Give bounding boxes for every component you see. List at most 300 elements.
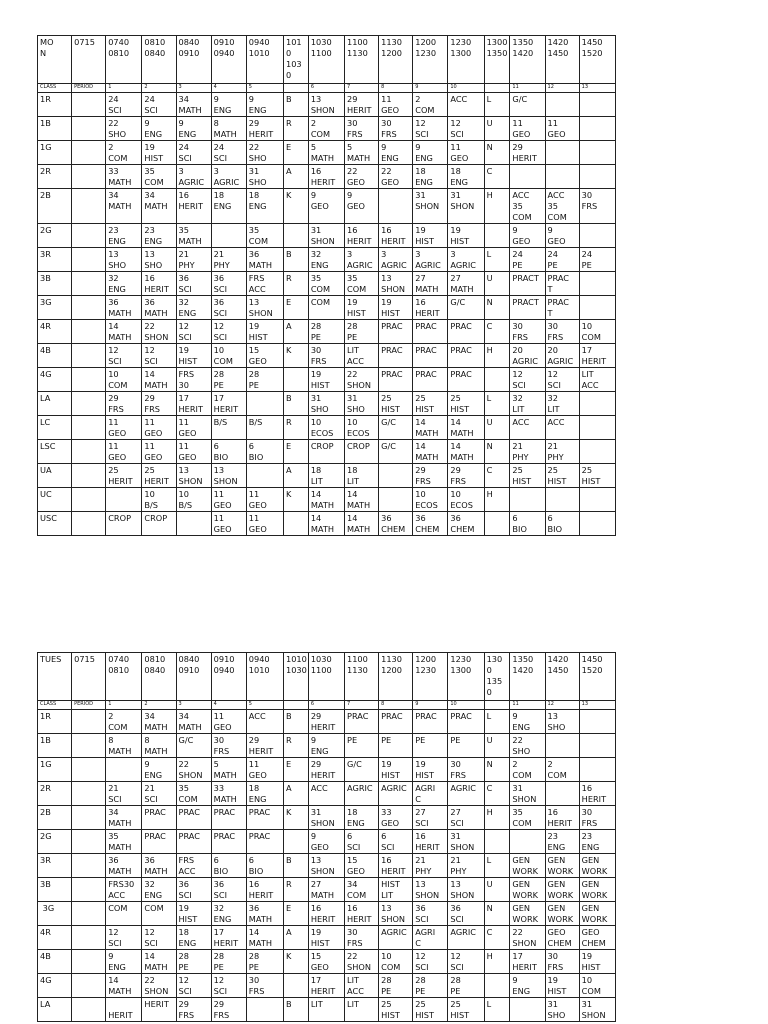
lesson-cell: ACC 35 COM: [510, 189, 545, 224]
lesson-cell: B: [284, 392, 309, 416]
lesson-cell: 10 COM: [106, 368, 142, 392]
lesson-cell: 15 GEO: [246, 344, 283, 368]
lesson-cell: 13 SHON: [379, 272, 413, 296]
lesson-cell: 34 COM: [345, 878, 379, 902]
lesson-cell: 21 PHY: [211, 248, 246, 272]
lesson-cell: 24 SCI: [106, 93, 142, 117]
lesson-cell: 9 ENG: [510, 710, 545, 734]
monday-period-row: [38, 84, 616, 93]
lesson-cell: C: [484, 464, 510, 488]
lesson-cell: 30 FRS: [246, 974, 283, 998]
period-number-cell: CLASS: [38, 701, 72, 710]
lesson-cell: [545, 141, 579, 165]
time-header-cell: 0840 0910: [176, 653, 211, 701]
period-number-cell: 5: [246, 84, 283, 93]
lesson-cell: R: [284, 117, 309, 141]
lesson-cell: LIT: [308, 998, 344, 1022]
lesson-cell: ACC: [510, 416, 545, 440]
lesson-cell: 12 SCI: [142, 344, 176, 368]
lesson-cell: 2 COM: [106, 141, 142, 165]
lesson-cell: 30 FRS: [545, 320, 579, 344]
lesson-cell: 19 HIST: [246, 320, 283, 344]
lesson-cell: 14 MATH: [345, 488, 379, 512]
lesson-cell: 3 AGRIC: [413, 248, 448, 272]
lesson-cell: 18 ENG: [345, 806, 379, 830]
period-number-cell: 13: [579, 84, 615, 93]
lesson-cell: 19 HIST: [379, 758, 413, 782]
lesson-cell: 3 AGRIC: [345, 248, 379, 272]
lesson-cell: 19 HIST: [413, 758, 448, 782]
table-row: [38, 878, 616, 902]
lesson-cell: 27 MATH: [413, 272, 448, 296]
period-number-cell: 8: [379, 701, 413, 710]
lesson-cell: 31 SHON: [308, 806, 344, 830]
lesson-cell: B: [284, 248, 309, 272]
class-name-cell: 1R: [38, 710, 72, 734]
lesson-cell: [211, 224, 246, 248]
lesson-cell: 13 SHO: [142, 248, 176, 272]
lesson-cell: [579, 296, 615, 320]
lesson-cell: 25 HIST: [413, 998, 448, 1022]
lesson-cell: [72, 296, 106, 320]
lesson-cell: 13 SHON: [308, 854, 344, 878]
table-row: [38, 734, 616, 758]
lesson-cell: 12 SCI: [211, 974, 246, 998]
lesson-cell: 28 PE: [308, 320, 344, 344]
lesson-cell: 19 HIST: [448, 224, 484, 248]
lesson-cell: [72, 782, 106, 806]
lesson-cell: N: [484, 440, 510, 464]
lesson-cell: [72, 368, 106, 392]
lesson-cell: 29 HERIT: [510, 141, 545, 165]
lesson-cell: 13 SHON: [413, 878, 448, 902]
lesson-cell: PRAC: [379, 368, 413, 392]
lesson-cell: 16 HERIT: [142, 272, 176, 296]
lesson-cell: L: [484, 392, 510, 416]
lesson-cell: [284, 974, 309, 998]
lesson-cell: N: [484, 296, 510, 320]
lesson-cell: 10 ECOS: [345, 416, 379, 440]
lesson-cell: U: [484, 117, 510, 141]
class-name-cell: 3B: [38, 272, 72, 296]
lesson-cell: 14 MATH: [106, 320, 142, 344]
lesson-cell: 19 HIST: [413, 224, 448, 248]
lesson-cell: 11 GEO: [106, 440, 142, 464]
lesson-cell: 16 HERIT: [176, 189, 211, 224]
lesson-cell: A: [284, 782, 309, 806]
lesson-cell: [72, 974, 106, 998]
lesson-cell: 21 PHY: [413, 854, 448, 878]
period-number-cell: 10: [448, 701, 484, 710]
lesson-cell: L: [484, 998, 510, 1022]
lesson-cell: [284, 368, 309, 392]
lesson-cell: FRS30 ACC: [106, 878, 142, 902]
lesson-cell: PRAC: [246, 806, 283, 830]
tuesday-header-row: [38, 653, 616, 701]
lesson-cell: 21 PHY: [448, 854, 484, 878]
lesson-cell: 30 FRS: [379, 117, 413, 141]
lesson-cell: [579, 734, 615, 758]
lesson-cell: B: [284, 998, 309, 1022]
lesson-cell: 12 SCI: [545, 368, 579, 392]
lesson-cell: 31 SHO: [545, 998, 579, 1022]
lesson-cell: 3 AGRIC: [176, 165, 211, 189]
lesson-cell: B: [284, 93, 309, 117]
class-name-cell: 2G: [38, 830, 72, 854]
table-row: [38, 93, 616, 117]
class-name-cell: 3G: [38, 902, 72, 926]
lesson-cell: FRS ACC: [176, 854, 211, 878]
lesson-cell: 17 HERIT: [211, 926, 246, 950]
class-name-cell: 3R: [38, 248, 72, 272]
lesson-cell: 11 GEO: [510, 117, 545, 141]
period-number-cell: 6: [308, 84, 344, 93]
lesson-cell: [246, 392, 283, 416]
period-number-cell: 6: [308, 701, 344, 710]
lesson-cell: CROP: [308, 440, 344, 464]
lesson-cell: [579, 93, 615, 117]
lesson-cell: PE: [448, 734, 484, 758]
lesson-cell: 21 PHY: [545, 440, 579, 464]
lesson-cell: C: [484, 165, 510, 189]
lesson-cell: 28 PE: [176, 950, 211, 974]
lesson-cell: 24 SCI: [211, 141, 246, 165]
lesson-cell: 9 ENG: [106, 950, 142, 974]
lesson-cell: 10 ECOS: [413, 488, 448, 512]
lesson-cell: 31 SHON: [448, 189, 484, 224]
lesson-cell: 16 HERIT: [413, 296, 448, 320]
time-header-cell: 101 0 103 0: [284, 36, 309, 84]
lesson-cell: 29 FRS: [211, 998, 246, 1022]
lesson-cell: 3 AGRIC: [448, 248, 484, 272]
lesson-cell: 27 SCI: [448, 806, 484, 830]
table-row: [38, 488, 616, 512]
lesson-cell: 22 SHON: [142, 974, 176, 998]
class-name-cell: UA: [38, 464, 72, 488]
lesson-cell: 6 SCI: [379, 830, 413, 854]
lesson-cell: 22 SHON: [176, 758, 211, 782]
lesson-cell: 11 GEO: [142, 416, 176, 440]
lesson-cell: 25 HIST: [545, 464, 579, 488]
lesson-cell: PRAC: [142, 806, 176, 830]
lesson-cell: 23 ENG: [579, 830, 615, 854]
lesson-cell: 18 LIT: [345, 464, 379, 488]
lesson-cell: 36 MATH: [106, 854, 142, 878]
period-number-cell: 13: [579, 701, 615, 710]
lesson-cell: 12 SCI: [142, 926, 176, 950]
period-number-cell: 7: [345, 701, 379, 710]
lesson-cell: 36 SCI: [211, 878, 246, 902]
lesson-cell: 35 MATH: [106, 830, 142, 854]
lesson-cell: 23 ENG: [545, 830, 579, 854]
lesson-cell: 10 ECOS: [308, 416, 344, 440]
lesson-cell: 29 HERIT: [345, 93, 379, 117]
lesson-cell: 35 COM: [142, 165, 176, 189]
lesson-cell: 9 ENG: [510, 974, 545, 998]
lesson-cell: R: [284, 734, 309, 758]
lesson-cell: 21 SCI: [142, 782, 176, 806]
lesson-cell: HIST LIT: [379, 878, 413, 902]
lesson-cell: GEN WORK: [545, 902, 579, 926]
lesson-cell: 2 COM: [308, 117, 344, 141]
tuesday-timetable: [37, 652, 616, 1022]
lesson-cell: GEN WORK: [545, 878, 579, 902]
lesson-cell: PRAC: [246, 830, 283, 854]
lesson-cell: 28 PE: [246, 368, 283, 392]
lesson-cell: K: [284, 806, 309, 830]
lesson-cell: 9 ENG: [211, 93, 246, 117]
lesson-cell: 36 CHEM: [448, 512, 484, 536]
lesson-cell: 9 ENG: [142, 117, 176, 141]
lesson-cell: C: [484, 782, 510, 806]
lesson-cell: 29 FRS: [142, 392, 176, 416]
lesson-cell: AGRIC: [345, 782, 379, 806]
period-number-cell: 9: [413, 84, 448, 93]
lesson-cell: 36 SCI: [176, 272, 211, 296]
lesson-cell: [72, 320, 106, 344]
lesson-cell: 16 HERIT: [379, 854, 413, 878]
lesson-cell: R: [284, 878, 309, 902]
class-name-cell: 4R: [38, 320, 72, 344]
lesson-cell: G/C: [379, 416, 413, 440]
lesson-cell: B: [284, 710, 309, 734]
period-number-cell: 9: [413, 701, 448, 710]
period-number-cell: 12: [545, 701, 579, 710]
time-header-cell: 1350 1420: [510, 36, 545, 84]
lesson-cell: 6 BIO: [211, 854, 246, 878]
lesson-cell: L: [484, 854, 510, 878]
lesson-cell: 9 ENG: [176, 117, 211, 141]
class-name-cell: 4B: [38, 344, 72, 368]
lesson-cell: 30 FRS: [545, 950, 579, 974]
lesson-cell: [284, 830, 309, 854]
lesson-cell: 35 COM: [345, 272, 379, 296]
lesson-cell: 16 HERIT: [246, 878, 283, 902]
lesson-cell: 14 MATH: [448, 416, 484, 440]
lesson-cell: 33 MATH: [211, 782, 246, 806]
time-header-cell: 0715: [72, 653, 106, 701]
lesson-cell: 6 BIO: [510, 512, 545, 536]
lesson-cell: LIT ACC: [345, 974, 379, 998]
lesson-cell: [579, 710, 615, 734]
monday-timetable: [37, 35, 616, 536]
lesson-cell: 9 ENG: [308, 734, 344, 758]
lesson-cell: 20 AGRIC: [510, 344, 545, 368]
lesson-cell: N: [484, 758, 510, 782]
lesson-cell: 13 SHON: [379, 902, 413, 926]
lesson-cell: [72, 392, 106, 416]
class-name-cell: 4B: [38, 950, 72, 974]
lesson-cell: 32 ENG: [106, 272, 142, 296]
lesson-cell: H: [484, 488, 510, 512]
lesson-cell: 24 PE: [510, 248, 545, 272]
lesson-cell: 19 HIST: [176, 344, 211, 368]
lesson-cell: 28 PE: [379, 974, 413, 998]
period-number-cell: 3: [176, 701, 211, 710]
lesson-cell: 17 HERIT: [579, 344, 615, 368]
lesson-cell: [379, 488, 413, 512]
lesson-cell: [72, 416, 106, 440]
lesson-cell: [579, 392, 615, 416]
lesson-cell: [484, 974, 510, 998]
table-row: [38, 117, 616, 141]
lesson-cell: 31 SHON: [448, 830, 484, 854]
period-number-cell: [484, 84, 510, 93]
time-header-cell: 1130 1200: [379, 653, 413, 701]
lesson-cell: PRAC: [448, 320, 484, 344]
lesson-cell: LIT ACC: [579, 368, 615, 392]
lesson-cell: 16 HERIT: [345, 224, 379, 248]
lesson-cell: A: [284, 165, 309, 189]
class-name-cell: 3B: [38, 878, 72, 902]
table-row: [38, 974, 616, 998]
time-header-cell: 1230 1300: [448, 653, 484, 701]
lesson-cell: 13 SHON: [246, 296, 283, 320]
lesson-cell: 35 COM: [510, 806, 545, 830]
lesson-cell: [579, 165, 615, 189]
lesson-cell: 27 SCI: [413, 806, 448, 830]
class-name-cell: 2B: [38, 189, 72, 224]
lesson-cell: 9 ENG: [246, 93, 283, 117]
lesson-cell: 5 MATH: [308, 141, 344, 165]
lesson-cell: [579, 512, 615, 536]
lesson-cell: 23 ENG: [106, 224, 142, 248]
lesson-cell: 34 MATH: [176, 93, 211, 117]
lesson-cell: 30 FRS: [579, 189, 615, 224]
lesson-cell: 13 SHON: [211, 464, 246, 488]
lesson-cell: PRACT: [510, 296, 545, 320]
time-header-cell: 1030 1100: [308, 653, 344, 701]
lesson-cell: K: [284, 488, 309, 512]
lesson-cell: E: [284, 902, 309, 926]
lesson-cell: 11 GEO: [106, 416, 142, 440]
time-header-cell: 1230 1300: [448, 36, 484, 84]
lesson-cell: U: [484, 416, 510, 440]
lesson-cell: 13 SHO: [106, 248, 142, 272]
lesson-cell: 36 SCI: [211, 272, 246, 296]
lesson-cell: PRAC: [413, 368, 448, 392]
lesson-cell: 12 SCI: [413, 117, 448, 141]
lesson-cell: 6 SCI: [345, 830, 379, 854]
lesson-cell: 31 SHO: [345, 392, 379, 416]
lesson-cell: R: [284, 416, 309, 440]
lesson-cell: [72, 93, 106, 117]
lesson-cell: [484, 830, 510, 854]
class-name-cell: 1G: [38, 758, 72, 782]
table-row: [38, 998, 616, 1022]
lesson-cell: E: [284, 758, 309, 782]
lesson-cell: [106, 488, 142, 512]
lesson-cell: [579, 272, 615, 296]
period-number-cell: PERIOD: [72, 701, 106, 710]
lesson-cell: 27 MATH: [448, 272, 484, 296]
lesson-cell: GEN WORK: [579, 902, 615, 926]
lesson-cell: GEN WORK: [510, 854, 545, 878]
lesson-cell: 9 ENG: [142, 758, 176, 782]
lesson-cell: 18 LIT: [308, 464, 344, 488]
lesson-cell: 22 SHON: [142, 320, 176, 344]
lesson-cell: 6 BIO: [246, 440, 283, 464]
time-header-cell: 1420 1450: [545, 36, 579, 84]
lesson-cell: 22 SHON: [345, 368, 379, 392]
lesson-cell: [246, 998, 283, 1022]
lesson-cell: [579, 440, 615, 464]
table-row: [38, 248, 616, 272]
lesson-cell: 28 PE: [448, 974, 484, 998]
period-number-cell: CLASS: [38, 84, 72, 93]
lesson-cell: FRS 30: [176, 368, 211, 392]
lesson-cell: COM: [106, 902, 142, 926]
lesson-cell: 11 GEO: [246, 512, 283, 536]
lesson-cell: 10 COM: [211, 344, 246, 368]
lesson-cell: ACC: [545, 416, 579, 440]
lesson-cell: PRAC: [379, 320, 413, 344]
lesson-cell: 14 MATH: [308, 488, 344, 512]
lesson-cell: 3 AGRIC: [211, 165, 246, 189]
lesson-cell: 20 AGRIC: [545, 344, 579, 368]
lesson-cell: 14 MATH: [413, 416, 448, 440]
lesson-cell: 18 ENG: [176, 926, 211, 950]
class-name-cell: LSC: [38, 440, 72, 464]
time-header-cell: 1100 1130: [345, 653, 379, 701]
lesson-cell: AGRIC: [448, 926, 484, 950]
lesson-cell: [579, 141, 615, 165]
lesson-cell: 25 HIST: [448, 392, 484, 416]
monday-header-row: [38, 36, 616, 84]
class-name-cell: 2B: [38, 806, 72, 830]
lesson-cell: 23 ENG: [142, 224, 176, 248]
lesson-cell: 35 COM: [246, 224, 283, 248]
period-number-cell: [284, 84, 309, 93]
lesson-cell: 11 GEO: [211, 512, 246, 536]
table-row: [38, 165, 616, 189]
lesson-cell: 29 HERIT: [246, 117, 283, 141]
period-number-cell: 2: [142, 84, 176, 93]
lesson-cell: PE: [379, 734, 413, 758]
lesson-cell: 32 ENG: [142, 878, 176, 902]
lesson-cell: PRAC: [211, 806, 246, 830]
time-header-cell: TUES: [38, 653, 72, 701]
lesson-cell: CROP: [106, 512, 142, 536]
time-header-cell: 1350 1420: [510, 653, 545, 701]
lesson-cell: [72, 344, 106, 368]
lesson-cell: 12 SCI: [176, 974, 211, 998]
lesson-cell: [72, 117, 106, 141]
lesson-cell: PRAC: [176, 806, 211, 830]
lesson-cell: 14 MATH: [246, 926, 283, 950]
lesson-cell: 17 HERIT: [308, 974, 344, 998]
lesson-cell: 29 FRS: [176, 998, 211, 1022]
lesson-cell: 19 HIST: [579, 950, 615, 974]
lesson-cell: 8 MATH: [106, 734, 142, 758]
lesson-cell: 30 FRS: [448, 758, 484, 782]
lesson-cell: 16 HERIT: [308, 165, 344, 189]
lesson-cell: 18 ENG: [246, 189, 283, 224]
lesson-cell: 15 GEO: [345, 854, 379, 878]
lesson-cell: 16 HERIT: [345, 902, 379, 926]
lesson-cell: COM: [308, 296, 344, 320]
lesson-cell: 35 COM: [176, 782, 211, 806]
period-number-cell: 4: [211, 84, 246, 93]
time-header-cell: MO N: [38, 36, 72, 84]
lesson-cell: 34 MATH: [106, 189, 142, 224]
lesson-cell: 12 SCI: [106, 926, 142, 950]
lesson-cell: 19 HIST: [545, 974, 579, 998]
time-header-cell: 130 0 135 0: [484, 653, 510, 701]
lesson-cell: [484, 512, 510, 536]
class-name-cell: 1B: [38, 734, 72, 758]
lesson-cell: [72, 512, 106, 536]
